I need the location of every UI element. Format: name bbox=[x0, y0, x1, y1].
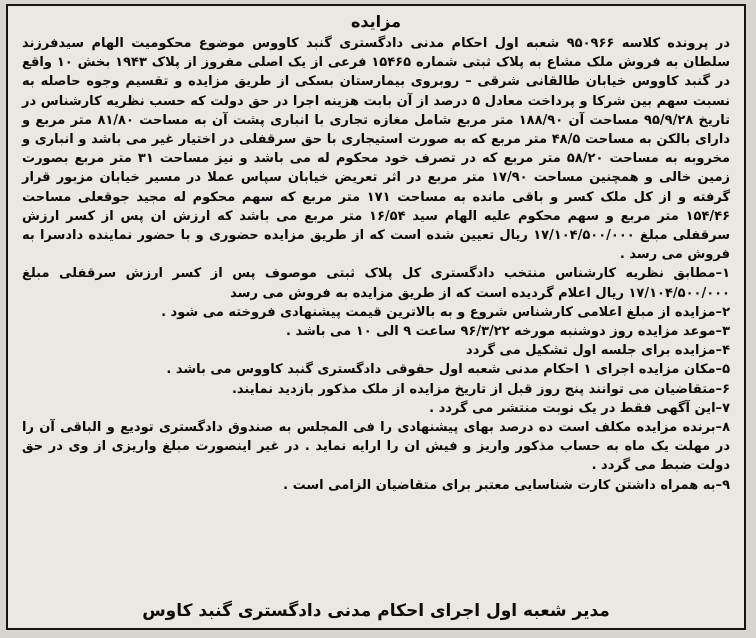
condition-item: ۲–مزایده از مبلغ اعلامی کارشناس شروع و به بالاترین قیمت پیشنهادی فروخته می شود . bbox=[161, 304, 730, 320]
condition-item: ۹–به همراه داشتن کارت شناسایی معتبر برای متقاضیان الزامی است . bbox=[283, 477, 730, 493]
condition-item: ۸–برنده مزایده مکلف است ده درصد بهای پیشنهادی را فی المجلس به صندوق دادگستری تودیع و الباقی آن را در مهلت یک ماه به حساب مذکور واریز و فیش ان را ارایه نماید . در غیر اینصورت مبلغ واریزی از وی در حق دولت ضبط می گردد . bbox=[22, 420, 730, 474]
notice-conditions-list bbox=[22, 264, 730, 494]
notice-intro-paragraph: در پرونده کلاسه ۹۵۰۹۶۶ شعبه اول احکام مدنی دادگستری گنبد کاووس موضوع محکومیت الهام سیدفرزند سلطان به فروش ملک مشاع به پلاک ثبتی شماره ۱۵۴۶۵ فرعی از یک اصلی مفروز از پلاک ۱۹۴۳ بخش ۱۰ واقع در گنبد کاووس خیابان طالقانی شرقی – روبروی بیمارستان بسکی از طریق مزایده و تقسیم وجوه حاصله به نسبت سهم بین شرکا و پرداخت معادل ۵ درصد از آن بابت هزینه اجرا در حق دولت که حسب نظریه کارشناس در تاریخ ۹۵/۹/۲۸ مساحت آن ۱۸۸/۹۰ متر مربع شامل مغازه تجاری با انباری پشت آن به مساحت ۸۱/۸۰ متر مربع و دارای بالکن به مساحت ۴۸/۵ متر مربع که به صورت استیجاری با حق سرقفلی در اختیار غیر می باشد و انباری و مخروبه به مساحت ۵۸/۲۰ متر مربع که در تصرف خود محکوم له می باشد و نیز مساحت ۳۱ متر مربع بصورت زمین خالی و همچنین مساحت ۱۷/۹۰ متر مربع در اثر تعریض خیابان سپاس عملا در مسیر خیابان مزبور قرار گرفته و از کل ملک کسر و باقی مانده به مساحت ۱۷۱ متر مربع که سهم محکوم له مجید جوقعلی مساحت ۱۵۴/۴۶ متر مربع و سهم محکوم علیه الهام سید ۱۶/۵۴ متر مربع می باشد که ارزش ان پس از کسر ارزش سرقفلی مبلغ ۱۷/۱۰۴/۵۰۰/۰۰۰ ریال تعیین شده است که از طریق مزایده حضوری و با حضور نماینده دادسرا به فروش می رسد . bbox=[22, 36, 731, 263]
notice-body bbox=[22, 34, 730, 495]
notice-signature: مدیر شعبه اول اجرای احکام مدنی دادگستری گنبد کاوس bbox=[142, 601, 610, 621]
condition-item: ۶–متقاضیان می توانند پنج روز قبل از تاریخ مزایده از ملک مذکور بازدید نمایند. bbox=[231, 381, 730, 397]
condition-item: ۴–مزایده برای جلسه اول تشکیل می گردد bbox=[466, 343, 730, 359]
condition-item: ۳–موعد مزایده روز دوشنبه مورخه ۹۶/۳/۲۲ ساعت ۹ الی ۱۰ می باشد . bbox=[285, 324, 730, 340]
condition-item: ۱–مطابق نظریه کارشناس منتخب دادگستری کل پلاک ثبتی موصوف پس از کسر ارزش سرقفلی مبلغ ۱۷/۱۰۴/۵۰۰/۰۰۰ ریال اعلام گردیده است که از طریق مزایده به فروش می رسد bbox=[22, 266, 730, 301]
condition-item: ۵–مکان مزایده اجرای ۱ احکام مدنی شعبه اول حقوقی دادگستری گنبد کاووس می باشد . bbox=[166, 362, 730, 378]
notice-title: مزایده bbox=[350, 12, 402, 31]
condition-item: ۷–این آگهی فقط در یک نوبت منتشر می گردد . bbox=[429, 400, 730, 416]
notice-frame bbox=[6, 4, 746, 630]
